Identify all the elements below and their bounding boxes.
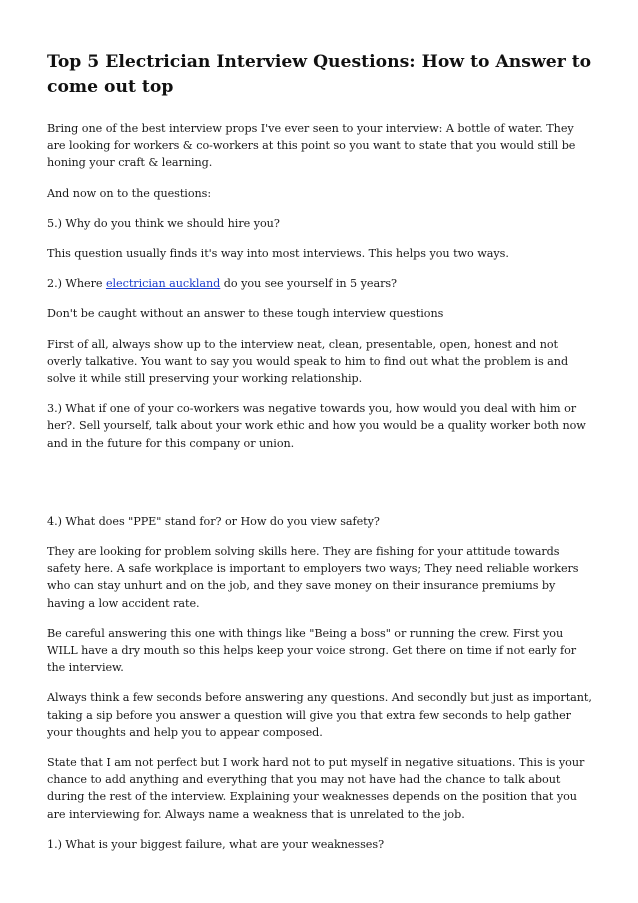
question-1: 1.) What is your biggest failure, what are your weaknesses? <box>47 837 385 851</box>
paragraph-first-of-all: First of all, always show up to the interview neat, clean, presentable, open, honest and not overly talkative. You want to say you would speak to him to find out what the problem is and solve it while still preserving your working relationship. <box>47 337 569 386</box>
question-2-suffix: do you see yourself in 5 years? <box>220 277 398 291</box>
question-3: 3.) What if one of your co-workers was negative towards you, how would you deal with him or her?. Sell yourself, talk about your work ethic and how you would be a quality worker both now and in the future for this company or union. <box>47 402 586 450</box>
paragraph-be-careful: Be careful answering this one with things like "Being a boss" or running the crew. First you WILL have a dry mouth so this helps keep your voice strong. Get there on time if not early for the interview. <box>47 626 577 675</box>
paragraph-always-think: Always think a few seconds before answering any questions. And secondly but just as important, taking a sip before you answer a question will give you that extra few seconds to help gather your thoughts and help you to appear composed. <box>47 691 592 739</box>
question-2-prefix: 2.) Where <box>47 277 106 291</box>
paragraph-problem-solving: They are looking for problem solving skills here. They are fishing for your attitude towards safety here. A safe workplace is important to employers two ways; They need reliable workers who can stay unhurt and on the job, and they save money on their insurance premiums by having a low accident rate. <box>47 545 579 610</box>
document-page <box>47 50 595 866</box>
question-2 <box>47 275 595 292</box>
paragraph-not-perfect: State that I am not perfect but I work hard not to put myself in negative situations. This is your chance to add anything and everything that you may not have had the chance to talk about during the rest of the interview. Explaining your weaknesses depends on the position that you are interviewing for. Always name a weakness that is unrelated to the job. <box>47 756 585 821</box>
question-4: 4.) What does "PPE" stand for? or How do you view safety? <box>47 514 380 528</box>
blank-gap <box>47 465 595 513</box>
paragraph-intro: Bring one of the best interview props I've ever seen to your interview: A bottle of water. They are looking for workers & co-workers at this point so you want to state that you would still be honing your craft & learning. <box>47 122 576 170</box>
paragraph-tough-questions: Don't be caught without an answer to these tough interview questions <box>47 307 444 321</box>
paragraph-questions-lead: And now on to the questions: <box>47 186 212 200</box>
electrician-auckland-link[interactable]: electrician auckland <box>105 277 221 291</box>
question-5: 5.) Why do you think we should hire you? <box>47 216 280 230</box>
document-title: Top 5 Electrician Interview Questions: How to Answer to come out top <box>47 52 592 97</box>
paragraph-two-ways: This question usually finds it's way into most interviews. This helps you two ways. <box>47 247 509 261</box>
